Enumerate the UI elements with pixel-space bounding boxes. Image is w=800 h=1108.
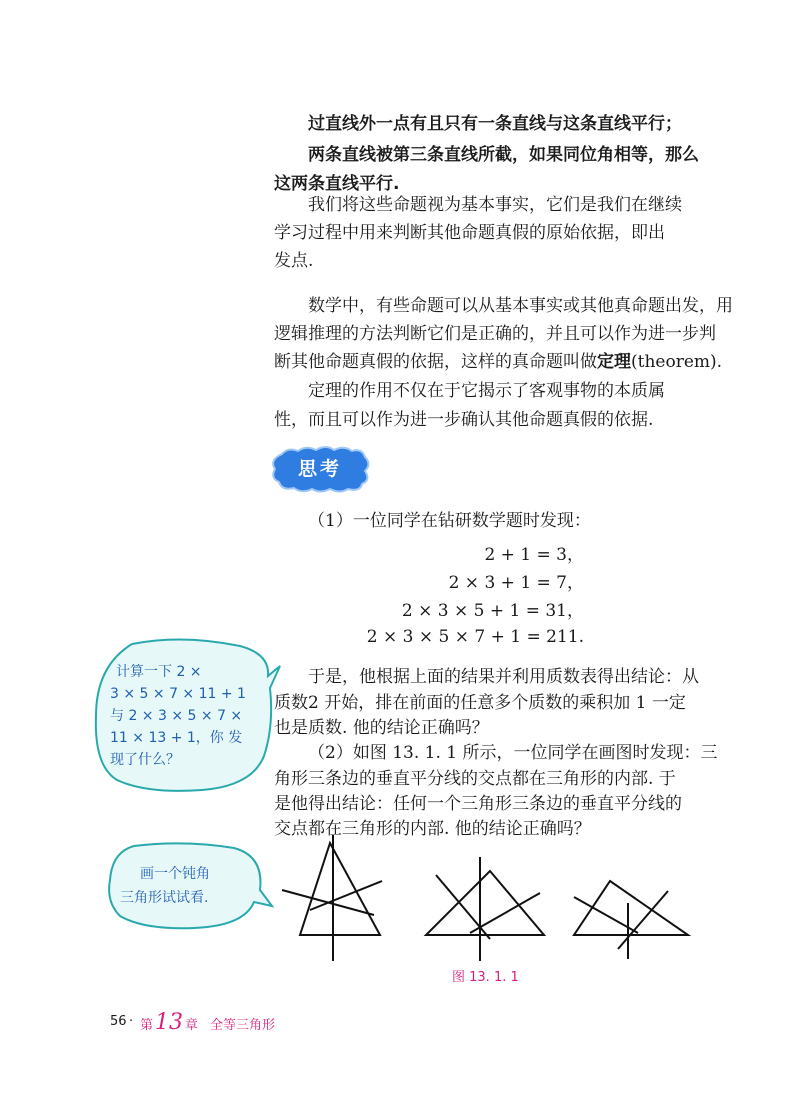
para1-line-2: 学习过程中用来判断其他命题真假的原始依据，即出: [274, 223, 665, 243]
para2-line-1: 数学中，有些命题可以从基本事实或其他真命题出发，用: [308, 296, 733, 316]
para2-line-3-pre: 断其他命题真假的依据，这样的真命题叫做: [274, 352, 597, 372]
para2-line-2: 逻辑推理的方法判断它们是正确的，并且可以作为进一步判: [274, 324, 716, 344]
para1-line-1: 我们将这些命题视为基本事实，它们是我们在继续: [308, 195, 682, 215]
equation-1: 2 + 1 = 3，: [484, 545, 584, 565]
chapter-prefix: 第: [140, 1018, 154, 1033]
figure-caption: 图 13. 1. 1: [452, 970, 519, 985]
triangle-obtuse: [574, 881, 688, 959]
q1-body-line-3: 也是质数. 他的结论正确吗？: [274, 718, 489, 738]
para1-line-3: 发点.: [274, 251, 314, 271]
hint-bubble-2-line-1: 画一个钝角: [140, 866, 210, 882]
intro-line-2b: 这两条直线平行.: [274, 174, 400, 194]
q2-body-line-1: （2）如图 13. 1. 1 所示，一位同学在画图时发现：三: [308, 743, 718, 763]
hint-bubble-1-line-3: 与 2 × 3 × 5 × 7 ×: [110, 708, 243, 724]
hint-bubble-1-line-2: 3 × 5 × 7 × 11 + 1: [110, 686, 246, 702]
chapter-suffix: 章: [185, 1018, 199, 1033]
hint-bubble-2-line-2: 三角形试试看.: [120, 890, 209, 906]
q1-body-line-2: 质数2 开始，排在前面的任意多个质数的乘积加 1 一定: [274, 693, 686, 713]
para2-line-3-post: (theorem).: [631, 352, 723, 372]
triangle-acute-1: [282, 835, 382, 961]
q2-body-line-2: 角形三条边的垂直平分线的交点都在三角形的内部. 于: [274, 769, 676, 789]
intro-line-2a: 两条直线被第三条直线所截，如果同位角相等，那么: [308, 145, 699, 165]
q2-body-line-3: 是他得出结论：任何一个三角形三条边的垂直平分线的: [274, 794, 682, 814]
hint-bubble-1-line-1: 计算一下 2 ×: [116, 664, 202, 680]
para3-line-2: 性，而且可以作为进一步确认其他命题真假的依据.: [274, 410, 654, 430]
intro-line-1: 过直线外一点有且只有一条直线与这条直线平行；: [308, 114, 682, 134]
q2-body-line-4: 交点都在三角形的内部. 他的结论正确吗？: [274, 819, 591, 839]
chapter-label: [140, 1010, 275, 1034]
equation-3: 2 × 3 × 5 + 1 = 31，: [401, 601, 584, 621]
think-badge-label: 思考: [297, 458, 342, 480]
footer-dot: ·: [129, 1014, 134, 1029]
chapter-number: 13: [155, 1010, 184, 1035]
triangle-acute-2: [426, 857, 544, 961]
hint-bubble-2: [104, 840, 274, 934]
equation-2: 2 × 3 + 1 = 7，: [448, 573, 584, 593]
think-badge: [268, 444, 372, 494]
chapter-title: 全等三角形: [210, 1018, 276, 1033]
equation-4: 2 × 3 × 5 × 7 + 1 = 211.: [366, 627, 584, 647]
figure-triangles: [270, 835, 710, 970]
theorem-term: 定理: [597, 352, 631, 372]
page-number: 56: [110, 1014, 127, 1029]
hint-bubble-1-line-4: 11 × 13 + 1，你 发: [110, 730, 243, 746]
hint-bubble-1: [92, 636, 282, 796]
para3-line-1: 定理的作用不仅在于它揭示了客观事物的本质属: [308, 381, 665, 401]
para2-line-3: [274, 348, 722, 377]
hint-bubble-1-line-5: 现了什么？: [110, 752, 180, 768]
hint-bubble-2-shape: [104, 840, 274, 934]
q1-body-line-1: 于是，他根据上面的结果并利用质数表得出结论：从: [308, 667, 699, 687]
q1-intro: （1）一位同学在钻研数学题时发现：: [308, 511, 591, 531]
